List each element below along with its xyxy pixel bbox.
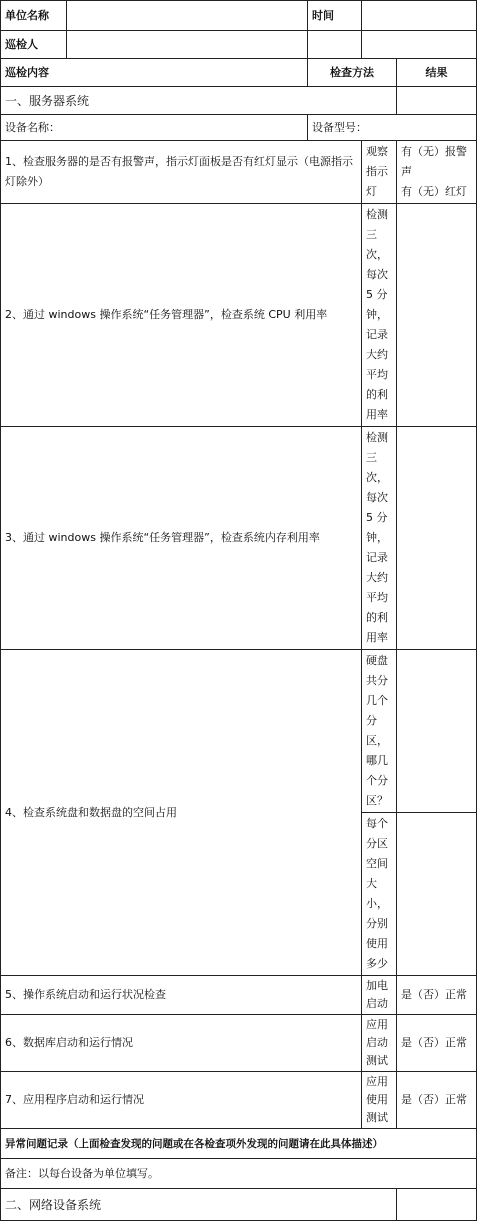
section-network-blank bbox=[397, 1189, 477, 1221]
column-content-header: 巡检内容 bbox=[1, 59, 308, 87]
item-6-content: 6、数据库启动和运行情况 bbox=[1, 1015, 362, 1072]
item-5-result[interactable]: 是（否）正常 bbox=[397, 976, 477, 1015]
item-7-row bbox=[1, 1072, 477, 1129]
item-4-result-usage[interactable] bbox=[397, 813, 477, 976]
section-server-title: 一、服务器系统 bbox=[1, 87, 397, 115]
abnormal-title-row bbox=[1, 1129, 477, 1159]
item-5-content: 5、操作系统启动和运行状况检查 bbox=[1, 976, 362, 1015]
header-row-unit bbox=[1, 1, 477, 31]
item-6-method: 应用启动测试 bbox=[362, 1015, 397, 1072]
item-6-row bbox=[1, 1015, 477, 1072]
item-4-method-usage: 每个分区空间大小，分别使用多少 bbox=[362, 813, 397, 976]
note-text: 备注：以每台设备为单位填写。 bbox=[1, 1159, 477, 1189]
inspector-field[interactable] bbox=[67, 31, 308, 59]
time-label: 时间 bbox=[308, 1, 362, 31]
item-1-content: 1、检查服务器的是否有报警声，指示灯面板是否有红灯显示（电源指示灯除外） bbox=[1, 141, 362, 204]
item-7-method: 应用使用测试 bbox=[362, 1072, 397, 1129]
item-5-method: 加电启动 bbox=[362, 976, 397, 1015]
item-3-result[interactable] bbox=[397, 427, 477, 650]
item-1-result-redlight: 有（无）红灯 bbox=[401, 185, 467, 198]
item-2-row bbox=[1, 204, 477, 427]
item-7-result[interactable]: 是（否）正常 bbox=[397, 1072, 477, 1129]
unit-name-field[interactable] bbox=[67, 1, 308, 31]
note-row bbox=[1, 1159, 477, 1189]
column-method-header: 检查方法 bbox=[308, 59, 397, 87]
item-1-row bbox=[1, 141, 477, 204]
item-3-content: 3、通过 windows 操作系统“任务管理器”，检查系统内存利用率 bbox=[1, 427, 362, 650]
abnormal-title: 异常问题记录（上面检查发现的问题或在各检查项外发现的问题请在此具体描述） bbox=[1, 1129, 477, 1159]
header-row-inspector bbox=[1, 31, 477, 59]
inspector-label: 巡检人 bbox=[1, 31, 67, 59]
section-network-row bbox=[1, 1189, 477, 1221]
column-header-row bbox=[1, 59, 477, 87]
inspector-extra-b bbox=[362, 31, 477, 59]
item-3-method: 检测三次，每次 5 分钟，记录大约平均的利用率 bbox=[362, 427, 397, 650]
item-1-result[interactable] bbox=[397, 141, 477, 204]
item-6-result[interactable]: 是（否）正常 bbox=[397, 1015, 477, 1072]
item-3-row bbox=[1, 427, 477, 650]
item-2-result[interactable] bbox=[397, 204, 477, 427]
unit-name-label: 单位名称 bbox=[1, 1, 67, 31]
device-row bbox=[1, 115, 477, 141]
column-result-header: 结果 bbox=[397, 59, 477, 87]
section-server-row bbox=[1, 87, 477, 115]
item-4-method-partitions: 硬盘共分几个分区，哪几个分区？ bbox=[362, 650, 397, 813]
item-4-result-partitions[interactable] bbox=[397, 650, 477, 813]
device-model-label[interactable]: 设备型号： bbox=[308, 115, 477, 141]
section-server-blank bbox=[397, 87, 477, 115]
item-5-row bbox=[1, 976, 477, 1015]
item-2-content: 2、通过 windows 操作系统“任务管理器”，检查系统 CPU 利用率 bbox=[1, 204, 362, 427]
item-7-content: 7、应用程序启动和运行情况 bbox=[1, 1072, 362, 1129]
item-4-content: 4、检查系统盘和数据盘的空间占用 bbox=[1, 650, 362, 976]
inspector-extra-a bbox=[308, 31, 362, 59]
time-field[interactable] bbox=[362, 1, 477, 31]
device-name-label[interactable]: 设备名称： bbox=[1, 115, 308, 141]
item-1-result-alarm: 有（无）报警声 bbox=[401, 145, 467, 178]
item-4-row-a bbox=[1, 650, 477, 813]
item-2-method: 检测三次，每次 5 分钟，记录大约平均的利用率 bbox=[362, 204, 397, 427]
item-1-method: 观察指示灯 bbox=[362, 141, 397, 204]
section-network-title: 二、网络设备系统 bbox=[1, 1189, 397, 1221]
